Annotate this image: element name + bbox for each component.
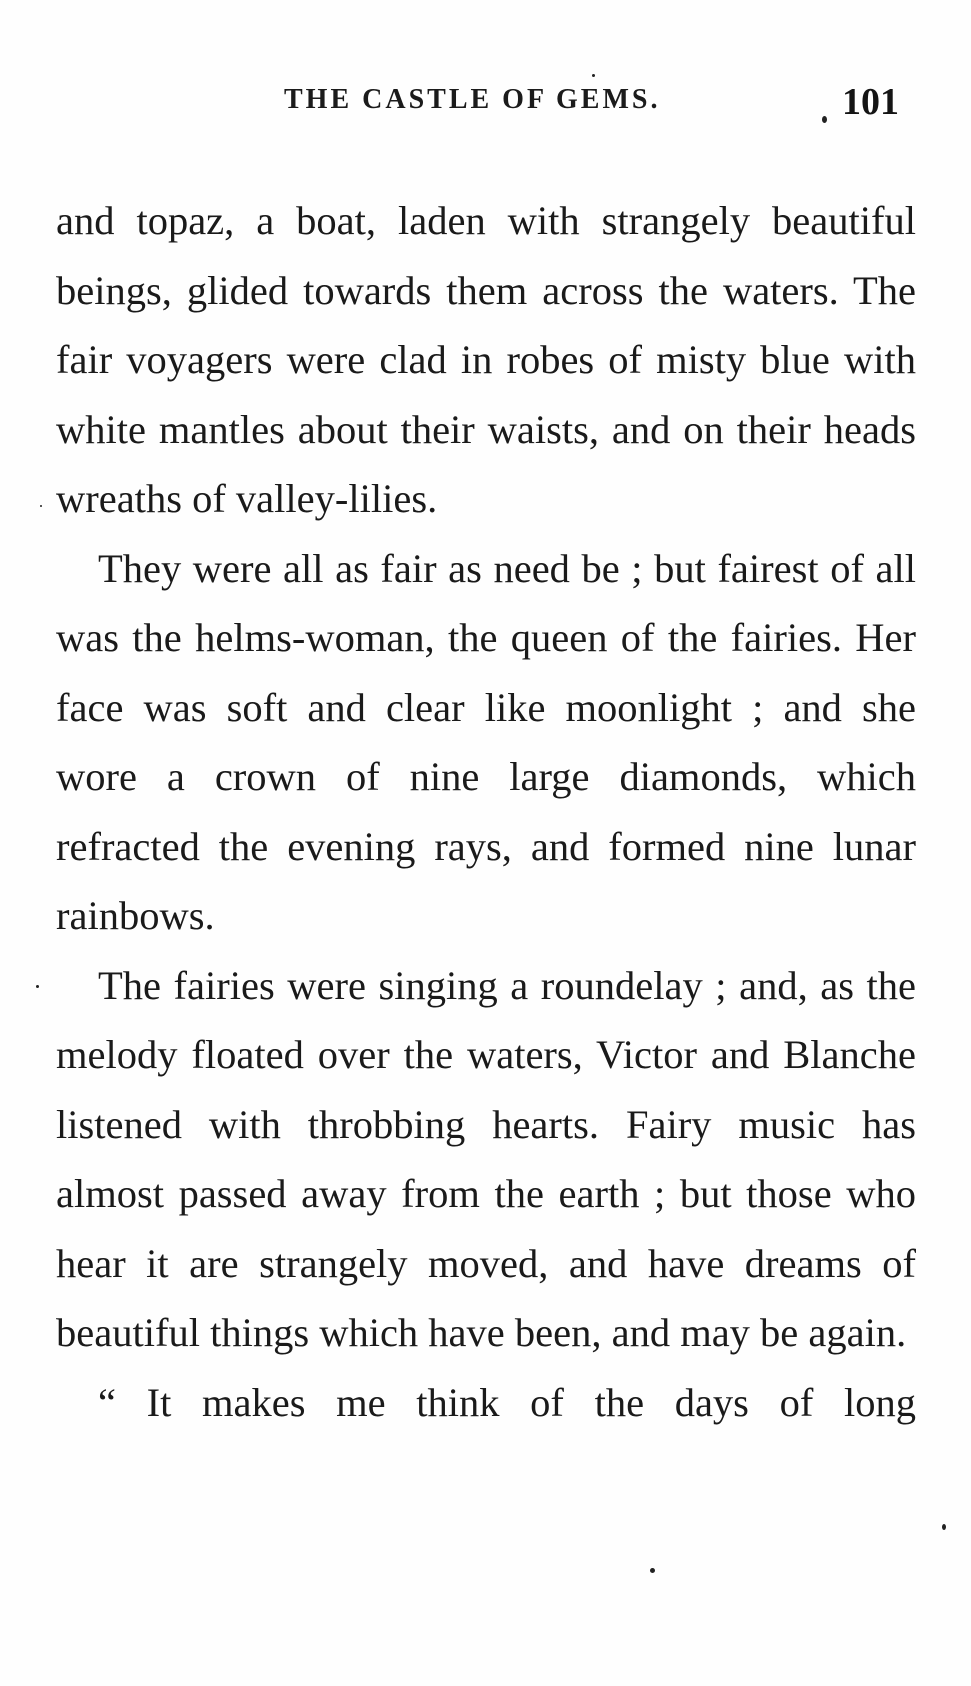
body-text — [56, 186, 916, 1437]
print-speck — [40, 505, 42, 507]
print-speck — [592, 74, 595, 77]
print-speck — [36, 985, 39, 988]
print-speck — [650, 1568, 655, 1573]
page-number: 101 — [842, 81, 899, 123]
paragraph: They were all as fair as need be ; but fairest of all was the helms-woman, the queen of the fairies. Her face was soft and clear like moonlight ; and she wore a crown of nine large diamonds, which refracted the evening rays, and formed nine lunar rainbows. — [56, 545, 916, 938]
running-title: THE CASTLE OF GEMS. — [284, 84, 661, 115]
print-speck — [942, 1524, 946, 1530]
paragraph-continuation: and topaz, a boat, laden with strangely beautiful beings, glided towards them across the waters. The fair voyagers were clad in robes of misty blue with white mantles about their waists, and on their heads wreaths of valley-lilies. — [56, 198, 916, 521]
paragraph-quote-start: “ It makes me think of the days of long — [98, 1379, 916, 1425]
paragraph: The fairies were singing a roundelay ; and, as the melody floated over the waters, Victor and Blanche listened with throbbing hearts. Fairy music has almost passed away from the earth ; but those who hear it are strangely moved, and have dreams of beautiful things which have been, and may be again. — [56, 962, 916, 1355]
print-speck — [822, 116, 827, 123]
